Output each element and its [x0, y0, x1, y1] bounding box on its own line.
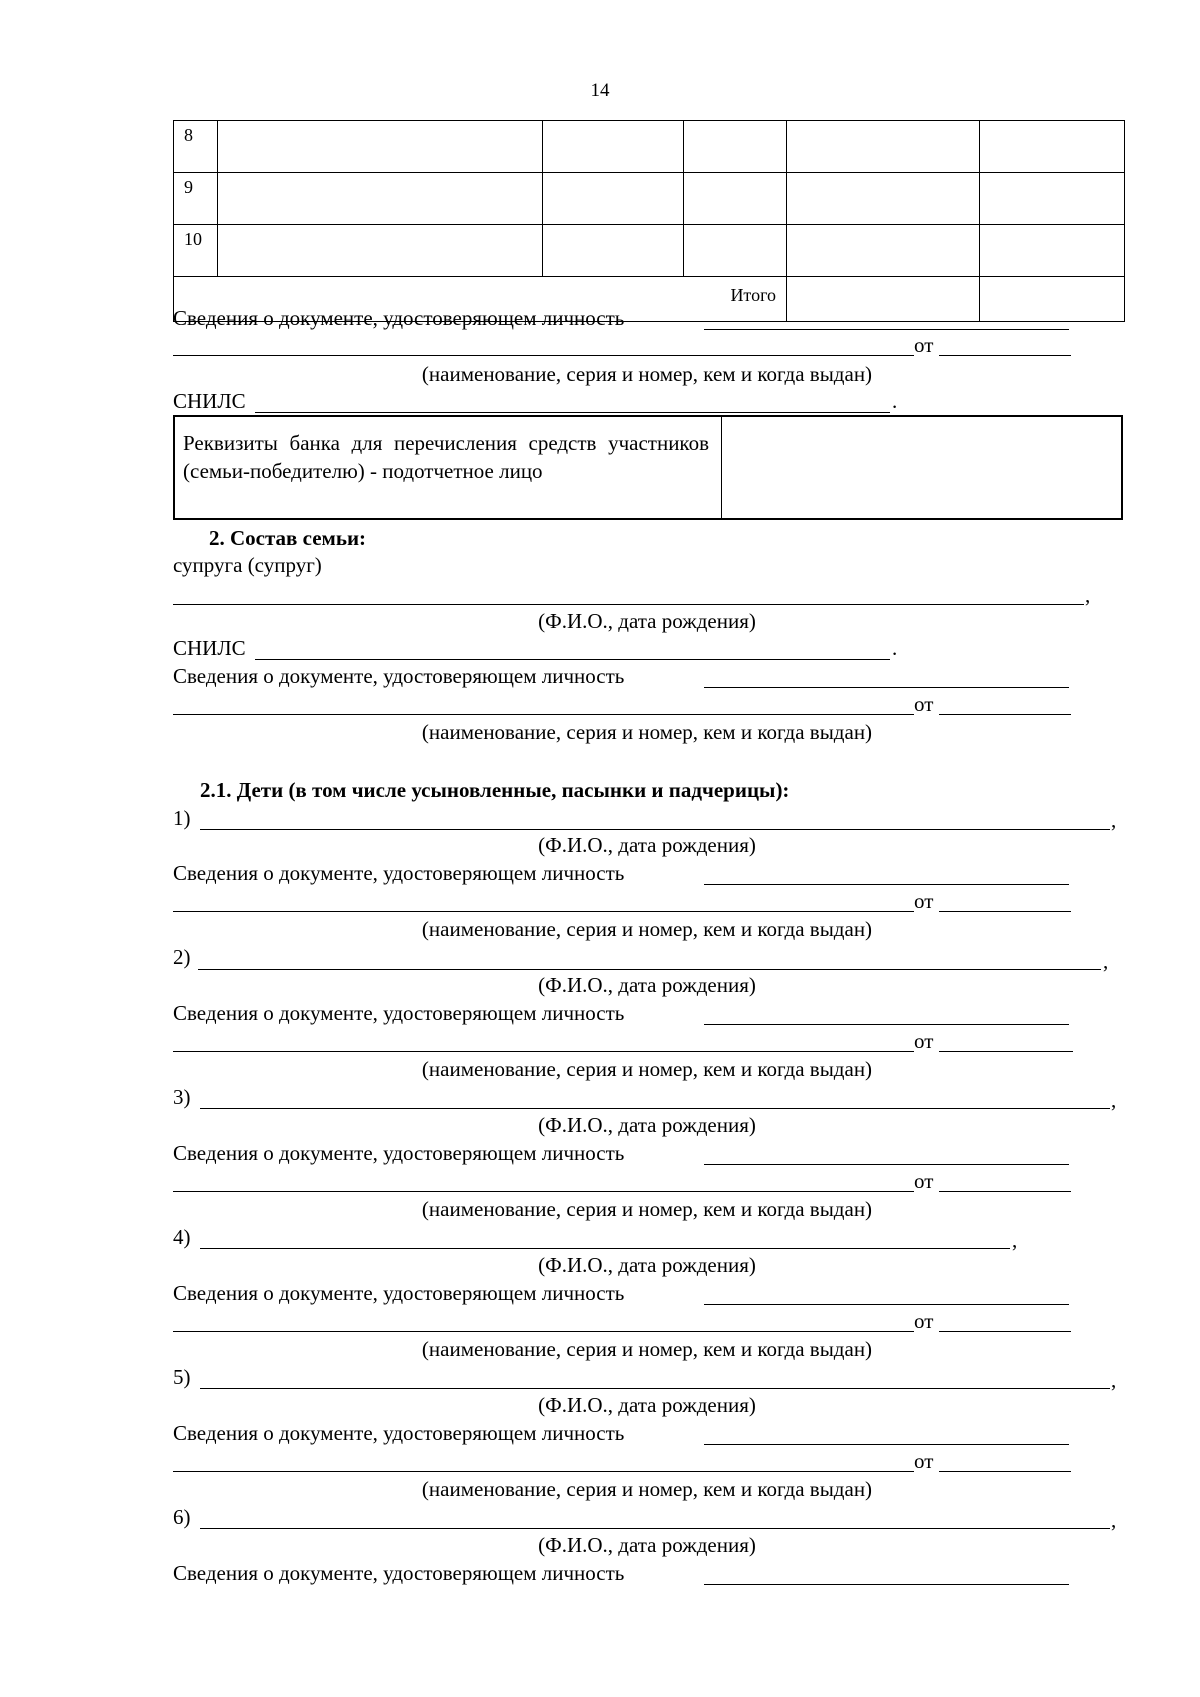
bank-details-label: Реквизиты банка для перечисления средств участников (семьи-победителю) - подотчетное лицо — [183, 431, 709, 483]
from-label: от — [914, 1169, 934, 1193]
from-label: от — [914, 1309, 934, 1333]
doc-field[interactable] — [704, 884, 1069, 885]
doc-issued-field[interactable] — [173, 1051, 914, 1052]
table-cell[interactable] — [980, 121, 1125, 173]
table-cell[interactable] — [980, 173, 1125, 225]
spouse-label: супруга (супруг) — [173, 553, 322, 577]
doc-label: Сведения о документе, удостоверяющем личность — [173, 1281, 625, 1305]
comma: , — [1111, 1508, 1117, 1532]
from-label: от — [914, 692, 934, 716]
child-name-field[interactable] — [200, 1388, 1110, 1389]
table-cell[interactable] — [218, 121, 543, 173]
snils-label: СНИЛС — [173, 636, 246, 660]
table-cell[interactable] — [684, 173, 787, 225]
comma: , — [1111, 808, 1117, 832]
doc-date-field[interactable] — [939, 911, 1071, 912]
child-number: 4) — [173, 1225, 191, 1249]
fio-caption: (Ф.И.О., дата рождения) — [538, 609, 756, 633]
child-name-field[interactable] — [200, 1248, 1010, 1249]
spouse-name-field[interactable] — [173, 604, 1084, 605]
table-cell[interactable] — [684, 225, 787, 277]
fio-caption: (Ф.И.О., дата рождения) — [538, 833, 756, 857]
doc-date-field[interactable] — [939, 1471, 1071, 1472]
doc-label: Сведения о документе, удостоверяющем личность — [173, 1141, 625, 1165]
doc-label: Сведения о документе, удостоверяющем личность — [173, 861, 625, 885]
doc-caption: (наименование, серия и номер, кем и когда выдан) — [421, 1337, 873, 1361]
doc-date-field[interactable] — [939, 1191, 1071, 1192]
dot: . — [892, 389, 898, 413]
table-row — [174, 121, 1125, 173]
doc-caption: (наименование, серия и номер, кем и когда выдан) — [421, 1197, 873, 1221]
comma: , — [1012, 1228, 1018, 1252]
fio-caption: (Ф.И.О., дата рождения) — [538, 1393, 756, 1417]
doc-issued-field[interactable] — [173, 1191, 914, 1192]
from-label: от — [914, 1449, 934, 1473]
doc-field[interactable] — [704, 1164, 1069, 1165]
from-label: от — [914, 333, 934, 357]
doc-label: Сведения о документе, удостоверяющем личность — [173, 306, 625, 330]
table-cell[interactable] — [684, 121, 787, 173]
doc-label: Сведения о документе, удостоверяющем личность — [173, 1421, 625, 1445]
table-cell[interactable] — [218, 225, 543, 277]
doc-field[interactable] — [704, 1024, 1069, 1025]
doc-field[interactable] — [704, 329, 1069, 330]
dot: . — [892, 636, 898, 660]
table-cell[interactable] — [543, 225, 684, 277]
comma: , — [1103, 949, 1109, 973]
table-cell[interactable] — [980, 225, 1125, 277]
snils-field[interactable] — [255, 659, 890, 660]
total-cell[interactable] — [787, 277, 980, 322]
doc-date-field[interactable] — [939, 1051, 1073, 1052]
child-name-field[interactable] — [200, 1108, 1110, 1109]
doc-date-field[interactable] — [939, 1331, 1071, 1332]
doc-issued-field[interactable] — [173, 1331, 914, 1332]
comma: , — [1111, 1368, 1117, 1392]
doc-issued-field[interactable] — [173, 355, 914, 356]
table-cell[interactable] — [543, 121, 684, 173]
doc-label: Сведения о документе, удостоверяющем личность — [173, 1001, 625, 1025]
doc-caption: (наименование, серия и номер, кем и когда выдан) — [421, 362, 873, 386]
child-number: 2) — [173, 945, 191, 969]
row-number: 9 — [174, 173, 218, 225]
doc-caption: (наименование, серия и номер, кем и когда выдан) — [421, 720, 873, 744]
doc-field[interactable] — [704, 687, 1069, 688]
fio-caption: (Ф.И.О., дата рождения) — [538, 1533, 756, 1557]
snils-label: СНИЛС — [173, 389, 246, 413]
doc-date-field[interactable] — [939, 355, 1071, 356]
data-table — [173, 120, 1125, 322]
table-cell[interactable] — [787, 225, 980, 277]
total-label: Итого — [174, 277, 787, 322]
doc-caption: (наименование, серия и номер, кем и когда выдан) — [421, 1477, 873, 1501]
doc-label: Сведения о документе, удостоверяющем личность — [173, 664, 625, 688]
from-label: от — [914, 1029, 934, 1053]
doc-issued-field[interactable] — [173, 714, 914, 715]
table-cell[interactable] — [787, 121, 980, 173]
comma: , — [1085, 583, 1091, 607]
fio-caption: (Ф.И.О., дата рождения) — [538, 1113, 756, 1137]
doc-caption: (наименование, серия и номер, кем и когда выдан) — [421, 1057, 873, 1081]
section-2-title: 2. Состав семьи: — [209, 526, 367, 550]
total-cell[interactable] — [980, 277, 1125, 322]
from-label: от — [914, 889, 934, 913]
doc-caption: (наименование, серия и номер, кем и когда выдан) — [421, 917, 873, 941]
bank-divider — [721, 417, 722, 518]
table-cell[interactable] — [543, 173, 684, 225]
child-number: 5) — [173, 1365, 191, 1389]
child-name-field[interactable] — [200, 829, 1110, 830]
fio-caption: (Ф.И.О., дата рождения) — [538, 973, 756, 997]
child-name-field[interactable] — [198, 969, 1101, 970]
child-number: 1) — [173, 806, 191, 830]
section-2-1-title: 2.1. Дети (в том числе усыновленные, пасынки и падчерицы): — [200, 778, 790, 802]
doc-field[interactable] — [704, 1584, 1069, 1585]
doc-issued-field[interactable] — [173, 911, 914, 912]
child-number: 6) — [173, 1505, 191, 1529]
doc-issued-field[interactable] — [173, 1471, 914, 1472]
doc-field[interactable] — [704, 1304, 1069, 1305]
doc-label: Сведения о документе, удостоверяющем личность — [173, 1561, 625, 1585]
child-name-field[interactable] — [200, 1528, 1110, 1529]
table-row — [174, 225, 1125, 277]
snils-field[interactable] — [255, 412, 890, 413]
page-number: 14 — [590, 80, 610, 101]
comma: , — [1111, 1088, 1117, 1112]
doc-field[interactable] — [704, 1444, 1069, 1445]
doc-date-field[interactable] — [939, 714, 1071, 715]
bank-details-box — [173, 415, 1123, 520]
table-cell[interactable] — [787, 173, 980, 225]
row-number: 8 — [174, 121, 218, 173]
child-number: 3) — [173, 1085, 191, 1109]
fio-caption: (Ф.И.О., дата рождения) — [538, 1253, 756, 1277]
table-row — [174, 173, 1125, 225]
row-number: 10 — [174, 225, 218, 277]
table-cell[interactable] — [218, 173, 543, 225]
